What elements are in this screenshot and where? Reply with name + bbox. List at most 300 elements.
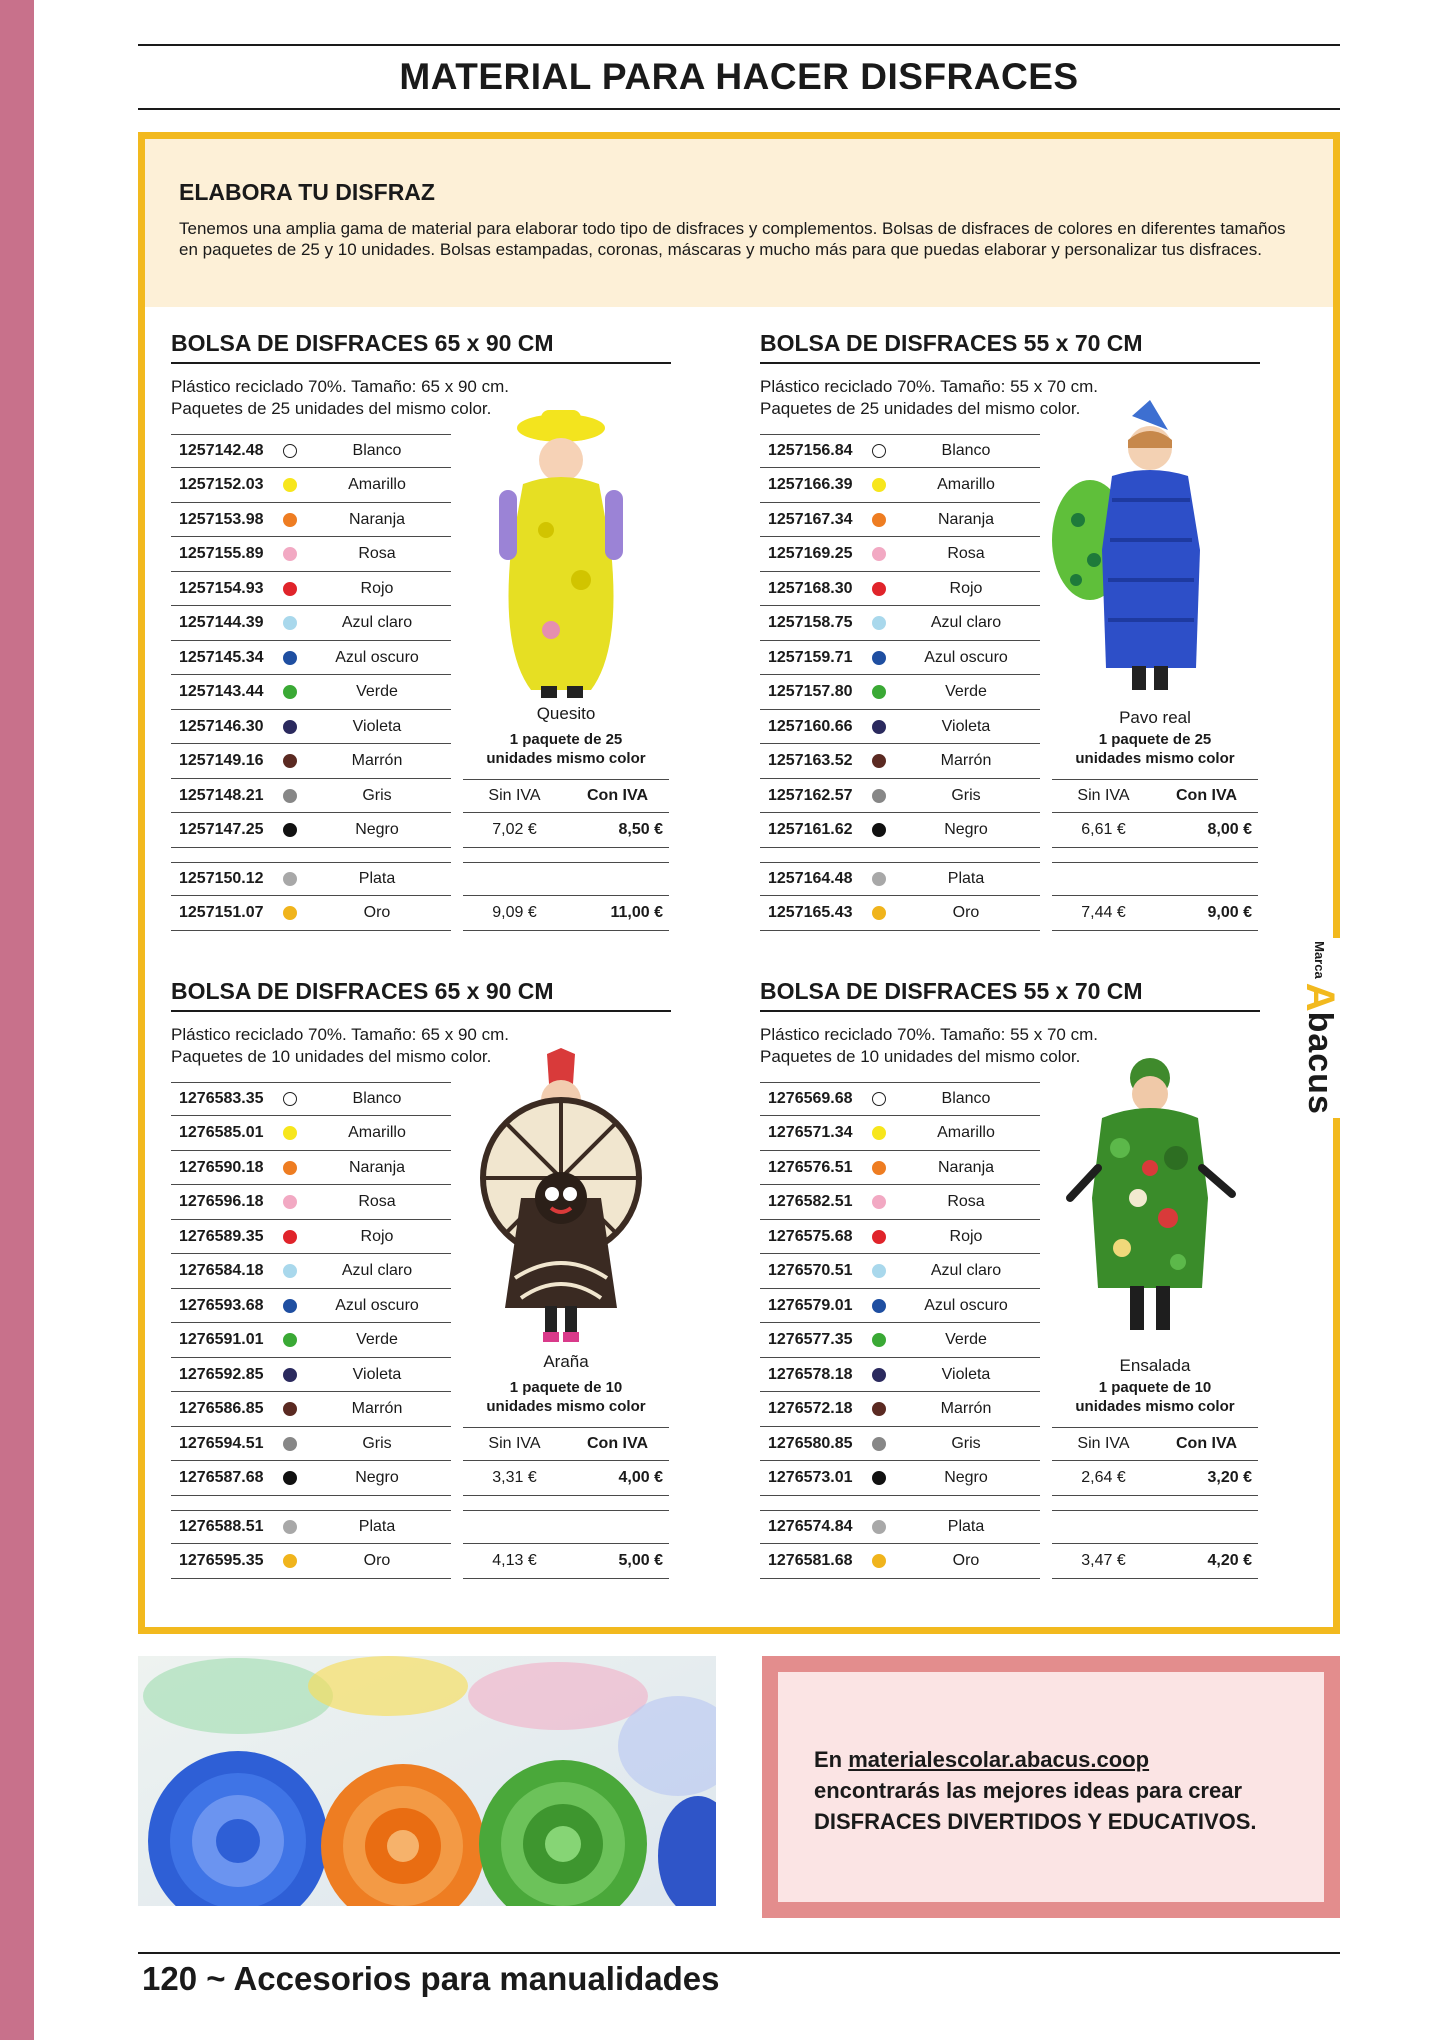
intro-box xyxy=(145,139,1333,307)
color-name: Oro xyxy=(952,904,980,921)
pack-note-line: unidades mismo color xyxy=(1075,1398,1235,1415)
color-name: Rojo xyxy=(360,1227,394,1245)
cheese-costume-icon xyxy=(461,400,661,705)
color-name: Azul oscuro xyxy=(924,1296,1008,1314)
price-header-sin-iva: Sin IVA xyxy=(488,1435,541,1452)
price-header-sin-iva: Sin IVA xyxy=(488,787,541,804)
product-code: 1257151.07 xyxy=(179,904,264,921)
price-header-con-iva: Con IVA xyxy=(1175,1435,1238,1452)
color-name: Amarillo xyxy=(937,476,995,493)
color-name: Marrón xyxy=(351,1400,403,1417)
color-name: Rojo xyxy=(949,1227,983,1245)
price-sin-iva: 3,47 € xyxy=(1081,1552,1126,1569)
table-row xyxy=(760,503,1040,537)
product-code: 1276576.51 xyxy=(768,1158,853,1176)
description-line: Paquetes de 25 unidades del mismo color. xyxy=(760,399,1081,418)
price-header-con-iva: Con IVA xyxy=(586,787,649,804)
table-row xyxy=(171,434,451,468)
color-name: Marrón xyxy=(351,752,403,769)
color-swatch xyxy=(283,582,297,596)
price-row xyxy=(1052,814,1258,848)
table-row xyxy=(760,1393,1040,1427)
color-name: Violeta xyxy=(352,1365,402,1383)
price-row xyxy=(463,1545,669,1579)
promo-text xyxy=(778,1672,1324,1902)
product-code: 1257165.43 xyxy=(768,904,853,921)
table-row xyxy=(171,1545,451,1579)
product-code: 1257163.52 xyxy=(768,752,853,769)
table-row xyxy=(760,1289,1040,1323)
product-code: 1257154.93 xyxy=(179,579,264,597)
brand-word: bacus xyxy=(1301,1011,1339,1115)
color-name: Gris xyxy=(362,1434,392,1452)
color-name: Negro xyxy=(355,821,399,838)
table-row xyxy=(171,641,451,675)
color-name: Rosa xyxy=(358,545,396,562)
description-line: Plástico reciclado 70%. Tamaño: 55 x 70 cm. xyxy=(760,1025,1098,1044)
color-swatch xyxy=(872,1520,886,1534)
product-code: 1257143.44 xyxy=(179,683,264,700)
color-swatch xyxy=(283,685,297,699)
color-name: Amarillo xyxy=(348,1124,406,1141)
product-code: 1276596.18 xyxy=(179,1193,264,1210)
color-swatch xyxy=(872,685,886,699)
color-name: Amarillo xyxy=(348,476,406,493)
price-sin-iva: 7,44 € xyxy=(1081,904,1126,921)
color-swatch xyxy=(872,651,886,665)
color-name: Negro xyxy=(944,1469,988,1486)
price-sin-iva: 6,61 € xyxy=(1081,821,1126,838)
product-code: 1257160.66 xyxy=(768,717,853,735)
product-code: 1276572.18 xyxy=(768,1400,853,1417)
color-swatch xyxy=(872,1195,886,1209)
color-swatch xyxy=(283,478,297,492)
page-title-bar xyxy=(138,44,1340,110)
color-name: Negro xyxy=(944,821,988,838)
color-swatch xyxy=(283,1092,297,1106)
product-code: 1276592.85 xyxy=(179,1365,264,1383)
page-footer xyxy=(142,1960,720,1998)
product-code: 1276571.34 xyxy=(768,1124,853,1141)
table-row xyxy=(760,1510,1040,1544)
product-code: 1257162.57 xyxy=(768,786,853,804)
table-row xyxy=(171,1151,451,1185)
product-code: 1276582.51 xyxy=(768,1193,853,1210)
section-title: BOLSA DE DISFRACES 55 x 70 CM xyxy=(760,330,1260,364)
table-row xyxy=(171,710,451,744)
product-code: 1276588.51 xyxy=(179,1518,264,1535)
color-swatch xyxy=(872,1368,886,1382)
product-code: 1276570.51 xyxy=(768,1262,853,1279)
color-name: Violeta xyxy=(941,717,991,735)
description-line: Plástico reciclado 70%. Tamaño: 65 x 90 cm. xyxy=(171,377,509,396)
product-code: 1257144.39 xyxy=(179,614,264,631)
color-name: Rosa xyxy=(358,1193,396,1210)
description-line: Paquetes de 25 unidades del mismo color. xyxy=(171,399,492,418)
product-code: 1257152.03 xyxy=(179,476,264,493)
promo-line-3: DISFRACES DIVERTIDOS Y EDUCATIVOS. xyxy=(814,1809,1257,1834)
table-row xyxy=(171,538,451,572)
costume-caption: Pavo real xyxy=(1119,708,1191,727)
product-code: 1257142.48 xyxy=(179,442,264,459)
color-swatch xyxy=(872,513,886,527)
color-swatch xyxy=(872,789,886,803)
product-code: 1257157.80 xyxy=(768,683,853,700)
color-swatch xyxy=(283,1554,297,1568)
color-swatch xyxy=(872,1437,886,1451)
price-sin-iva: 7,02 € xyxy=(492,821,537,838)
product-code: 1257146.30 xyxy=(179,717,264,735)
color-swatch xyxy=(283,1195,297,1209)
table-row xyxy=(760,1255,1040,1289)
table-row xyxy=(760,1324,1040,1358)
product-code: 1276586.85 xyxy=(179,1400,264,1417)
price-row xyxy=(463,1462,669,1496)
table-row xyxy=(171,1510,451,1544)
color-swatch xyxy=(872,1161,886,1175)
section-title: BOLSA DE DISFRACES 65 x 90 CM xyxy=(171,330,671,364)
color-swatch xyxy=(283,513,297,527)
price-header-sin-iva: Sin IVA xyxy=(1077,1435,1130,1452)
color-name: Blanco xyxy=(941,442,991,459)
description-line: Paquetes de 10 unidades del mismo color. xyxy=(760,1047,1081,1066)
color-swatch xyxy=(283,547,297,561)
product-code: 1257161.62 xyxy=(768,821,853,838)
color-name: Oro xyxy=(952,1552,980,1569)
table-row xyxy=(171,1462,451,1496)
color-name: Azul claro xyxy=(930,1262,1002,1279)
brand-logo-letter: A xyxy=(1298,982,1342,1012)
product-section xyxy=(171,978,683,1618)
product-code: 1276583.35 xyxy=(179,1090,264,1107)
price-con-iva: 8,00 € xyxy=(1207,821,1252,838)
color-swatch xyxy=(283,789,297,803)
product-code: 1257150.12 xyxy=(179,870,264,887)
color-name: Verde xyxy=(945,683,987,700)
product-code: 1276581.68 xyxy=(768,1552,853,1569)
color-swatch xyxy=(872,906,886,920)
table-row xyxy=(760,814,1040,848)
color-swatch xyxy=(283,1520,297,1534)
table-row xyxy=(760,1220,1040,1254)
color-swatch xyxy=(283,1333,297,1347)
product-code: 1276591.01 xyxy=(179,1331,264,1348)
color-name: Blanco xyxy=(352,1090,402,1107)
product-code: 1257149.16 xyxy=(179,752,264,769)
table-row xyxy=(171,1082,451,1116)
price-con-iva: 3,20 € xyxy=(1207,1469,1252,1486)
table-row xyxy=(760,1358,1040,1392)
product-section xyxy=(760,978,1272,1618)
costume-caption: Quesito xyxy=(536,704,596,723)
color-name: Naranja xyxy=(348,510,406,528)
color-swatch xyxy=(872,1299,886,1313)
table-row xyxy=(171,1289,451,1323)
intro-heading: ELABORA TU DISFRAZ xyxy=(179,179,435,205)
pack-note xyxy=(463,1378,669,1416)
color-swatch xyxy=(283,1471,297,1485)
color-swatch xyxy=(283,1126,297,1140)
price-sin-iva: 2,64 € xyxy=(1081,1469,1126,1486)
pack-note xyxy=(1052,730,1258,768)
product-section xyxy=(171,330,683,970)
color-name: Plata xyxy=(358,870,396,887)
pack-note-line: 1 paquete de 25 xyxy=(1098,731,1212,748)
product-code: 1276593.68 xyxy=(179,1296,264,1314)
table-row xyxy=(171,607,451,641)
pack-note xyxy=(463,730,669,768)
product-code: 1276585.01 xyxy=(179,1124,264,1141)
table-row xyxy=(171,676,451,710)
description-line: Plástico reciclado 70%. Tamaño: 55 x 70 cm. xyxy=(760,377,1098,396)
color-swatch xyxy=(283,1264,297,1278)
peacock-costume-icon xyxy=(1050,400,1250,705)
table-row xyxy=(171,779,451,813)
color-name: Rosa xyxy=(947,1193,985,1210)
color-swatch xyxy=(872,872,886,886)
product-code: 1276595.35 xyxy=(179,1552,264,1569)
table-row xyxy=(760,710,1040,744)
table-row xyxy=(760,1082,1040,1116)
table-row xyxy=(760,862,1040,896)
promo-line-2: encontrarás las mejores ideas para crear xyxy=(814,1778,1243,1803)
table-row xyxy=(760,1545,1040,1579)
table-row xyxy=(171,1220,451,1254)
price-con-iva: 11,00 € xyxy=(610,904,663,921)
color-swatch xyxy=(872,1230,886,1244)
table-row xyxy=(760,1186,1040,1220)
product-code: 1276578.18 xyxy=(768,1365,853,1383)
table-row xyxy=(171,1324,451,1358)
color-swatch xyxy=(872,547,886,561)
price-header-sin-iva: Sin IVA xyxy=(1077,787,1130,804)
table-row xyxy=(760,676,1040,710)
color-swatch xyxy=(872,444,886,458)
table-row xyxy=(171,862,451,896)
color-name: Azul claro xyxy=(341,614,413,631)
rolled-costume-bags-photo xyxy=(138,1656,716,1906)
color-swatch xyxy=(283,823,297,837)
pack-note-line: unidades mismo color xyxy=(1075,750,1235,767)
description-line: Paquetes de 10 unidades del mismo color. xyxy=(171,1047,492,1066)
color-name: Azul oscuro xyxy=(335,1296,419,1314)
table-row xyxy=(760,1427,1040,1461)
price-header-con-iva: Con IVA xyxy=(586,1435,649,1452)
product-code: 1276584.18 xyxy=(179,1262,264,1279)
price-con-iva: 8,50 € xyxy=(618,821,663,838)
color-swatch xyxy=(872,1471,886,1485)
color-name: Blanco xyxy=(941,1090,991,1107)
product-code: 1276590.18 xyxy=(179,1158,264,1176)
table-row xyxy=(171,572,451,606)
color-swatch xyxy=(283,754,297,768)
table-row xyxy=(760,607,1040,641)
color-swatch xyxy=(283,651,297,665)
product-code: 1257156.84 xyxy=(768,442,853,459)
product-code: 1257166.39 xyxy=(768,476,853,493)
price-row xyxy=(463,814,669,848)
color-name: Oro xyxy=(363,1552,391,1569)
promo-prefix: En xyxy=(814,1747,843,1772)
color-name: Gris xyxy=(951,786,981,804)
price-header-row xyxy=(1052,1427,1258,1461)
color-swatch xyxy=(283,1437,297,1451)
pack-note-line: 1 paquete de 10 xyxy=(1098,1379,1212,1396)
table-row xyxy=(171,1117,451,1151)
table-row xyxy=(760,779,1040,813)
color-swatch xyxy=(283,616,297,630)
color-swatch xyxy=(283,906,297,920)
product-code: 1257164.48 xyxy=(768,870,853,887)
color-swatch xyxy=(872,1554,886,1568)
table-row xyxy=(171,1393,451,1427)
product-code: 1276569.68 xyxy=(768,1090,853,1107)
color-name: Gris xyxy=(951,1434,981,1452)
product-code: 1276574.84 xyxy=(768,1518,853,1535)
side-color-strip xyxy=(0,0,34,2040)
promo-box xyxy=(762,1656,1340,1918)
product-code: 1257159.71 xyxy=(768,648,853,666)
color-name: Azul oscuro xyxy=(924,648,1008,666)
table-row xyxy=(171,814,451,848)
product-code: 1257153.98 xyxy=(179,510,264,528)
footer-separator: ~ xyxy=(206,1960,226,1997)
color-name: Plata xyxy=(947,1518,985,1535)
table-row xyxy=(171,1358,451,1392)
product-code: 1276573.01 xyxy=(768,1469,853,1486)
footer-section: Accesorios para manualidades xyxy=(233,1960,720,1997)
product-code: 1276579.01 xyxy=(768,1296,853,1314)
pack-note xyxy=(1052,1378,1258,1416)
color-swatch xyxy=(872,1264,886,1278)
color-swatch xyxy=(872,478,886,492)
table-row xyxy=(171,469,451,503)
color-name: Gris xyxy=(362,786,392,804)
color-swatch xyxy=(872,1092,886,1106)
price-row xyxy=(463,862,669,896)
table-row xyxy=(760,1117,1040,1151)
color-swatch xyxy=(283,872,297,886)
price-row xyxy=(463,1510,669,1544)
table-row xyxy=(760,897,1040,931)
color-swatch xyxy=(283,1299,297,1313)
product-code: 1276577.35 xyxy=(768,1331,853,1348)
color-name: Rojo xyxy=(360,579,394,597)
pack-note-line: 1 paquete de 25 xyxy=(509,731,623,748)
table-row xyxy=(760,434,1040,468)
color-name: Rojo xyxy=(949,579,983,597)
table-row xyxy=(760,641,1040,675)
color-name: Plata xyxy=(947,870,985,887)
footer-divider xyxy=(138,1952,1340,1954)
costume-caption: Ensalada xyxy=(1119,1356,1191,1375)
price-sin-iva: 3,31 € xyxy=(492,1469,537,1486)
price-con-iva: 4,00 € xyxy=(618,1469,663,1486)
color-swatch xyxy=(283,444,297,458)
color-name: Marrón xyxy=(940,1400,992,1417)
pack-note-line: unidades mismo color xyxy=(486,750,646,767)
intro-text: Tenemos una amplia gama de material para elaborar todo tipo de disfraces y complementos. Bolsas de disfraces de colores en diferentes tamaños en paquetes de 25 y 10 unidades. Bolsas estampadas, coronas, máscaras y mucho más para que puedas elaborar y personalizar tus disfraces. xyxy=(179,219,1286,259)
table-row xyxy=(171,1255,451,1289)
table-row xyxy=(171,1427,451,1461)
color-name: Marrón xyxy=(940,752,992,769)
price-row xyxy=(1052,1545,1258,1579)
page-title: MATERIAL PARA HACER DISFRACES xyxy=(399,56,1079,97)
table-row xyxy=(760,572,1040,606)
price-header-con-iva: Con IVA xyxy=(1175,787,1238,804)
color-swatch xyxy=(872,616,886,630)
price-header-row xyxy=(463,779,669,813)
price-row xyxy=(463,897,669,931)
section-title: BOLSA DE DISFRACES 55 x 70 CM xyxy=(760,978,1260,1012)
color-name: Naranja xyxy=(348,1158,406,1176)
color-name: Violeta xyxy=(941,1365,991,1383)
price-sin-iva: 4,13 € xyxy=(492,1552,537,1569)
price-header-row xyxy=(1052,779,1258,813)
color-name: Violeta xyxy=(352,717,402,735)
color-name: Rosa xyxy=(947,545,985,562)
color-swatch xyxy=(283,1161,297,1175)
table-row xyxy=(171,745,451,779)
color-name: Blanco xyxy=(352,442,402,459)
color-name: Negro xyxy=(355,1469,399,1486)
table-row xyxy=(760,469,1040,503)
price-row xyxy=(1052,1510,1258,1544)
color-name: Amarillo xyxy=(937,1124,995,1141)
product-code: 1257148.21 xyxy=(179,786,264,804)
product-code: 1257169.25 xyxy=(768,545,853,562)
color-swatch xyxy=(872,582,886,596)
costume-caption: Araña xyxy=(543,1352,589,1371)
price-con-iva: 5,00 € xyxy=(618,1552,663,1569)
price-header-row xyxy=(463,1427,669,1461)
pack-note-line: 1 paquete de 10 xyxy=(509,1379,623,1396)
table-row xyxy=(760,1462,1040,1496)
color-swatch xyxy=(872,720,886,734)
product-code: 1257147.25 xyxy=(179,821,264,838)
color-swatch xyxy=(872,1402,886,1416)
product-code: 1276594.51 xyxy=(179,1434,264,1452)
color-swatch xyxy=(283,1402,297,1416)
color-swatch xyxy=(283,720,297,734)
page-number: 120 xyxy=(142,1960,198,1997)
color-name: Oro xyxy=(363,904,391,921)
product-code: 1257167.34 xyxy=(768,510,853,528)
color-swatch xyxy=(283,1368,297,1382)
product-code: 1257155.89 xyxy=(179,545,264,562)
brand-badge xyxy=(1294,938,1346,1118)
product-code: 1276589.35 xyxy=(179,1227,264,1245)
section-title: BOLSA DE DISFRACES 65 x 90 CM xyxy=(171,978,671,1012)
color-swatch xyxy=(283,1230,297,1244)
website-link[interactable]: materialescolar.abacus.coop xyxy=(848,1747,1150,1772)
product-code: 1276587.68 xyxy=(179,1469,264,1486)
brand-marca: Marca xyxy=(1312,941,1328,979)
product-code: 1276575.68 xyxy=(768,1227,853,1245)
spider-costume-icon xyxy=(461,1048,661,1353)
color-name: Azul claro xyxy=(930,614,1002,631)
price-con-iva: 4,20 € xyxy=(1207,1552,1252,1569)
table-row xyxy=(760,745,1040,779)
product-code: 1257158.75 xyxy=(768,614,853,631)
price-row xyxy=(1052,1462,1258,1496)
color-name: Naranja xyxy=(937,510,995,528)
color-name: Azul oscuro xyxy=(335,648,419,666)
salad-costume-icon xyxy=(1050,1048,1250,1353)
product-section xyxy=(760,330,1272,970)
price-con-iva: 9,00 € xyxy=(1207,904,1252,921)
price-sin-iva: 9,09 € xyxy=(492,904,537,921)
